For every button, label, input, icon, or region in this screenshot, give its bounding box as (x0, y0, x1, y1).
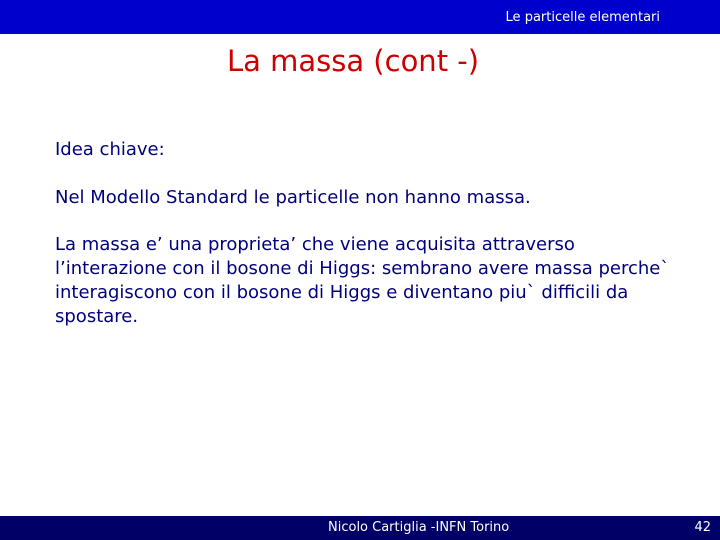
header-title: Le particelle elementari (505, 10, 660, 25)
footer-author: Nicolo Cartiglia -INFN Torino (328, 520, 510, 535)
page-number: 42 (694, 520, 711, 535)
standard-model-statement: Nel Modello Standard le particelle non hanno massa. (55, 187, 531, 208)
key-idea-label: Idea chiave: (55, 139, 165, 160)
higgs-explanation: La massa e’ una proprieta’ che viene acquisita attraverso l’interazione con il bosone di Higgs: sembrano avere massa perche` interagiscono con il bosone di Higgs e diventano piu` difficili da spostare. (55, 234, 670, 327)
footer-bar (0, 516, 720, 540)
header-bar (0, 0, 720, 34)
slide-title: La massa (cont -) (226, 44, 480, 78)
